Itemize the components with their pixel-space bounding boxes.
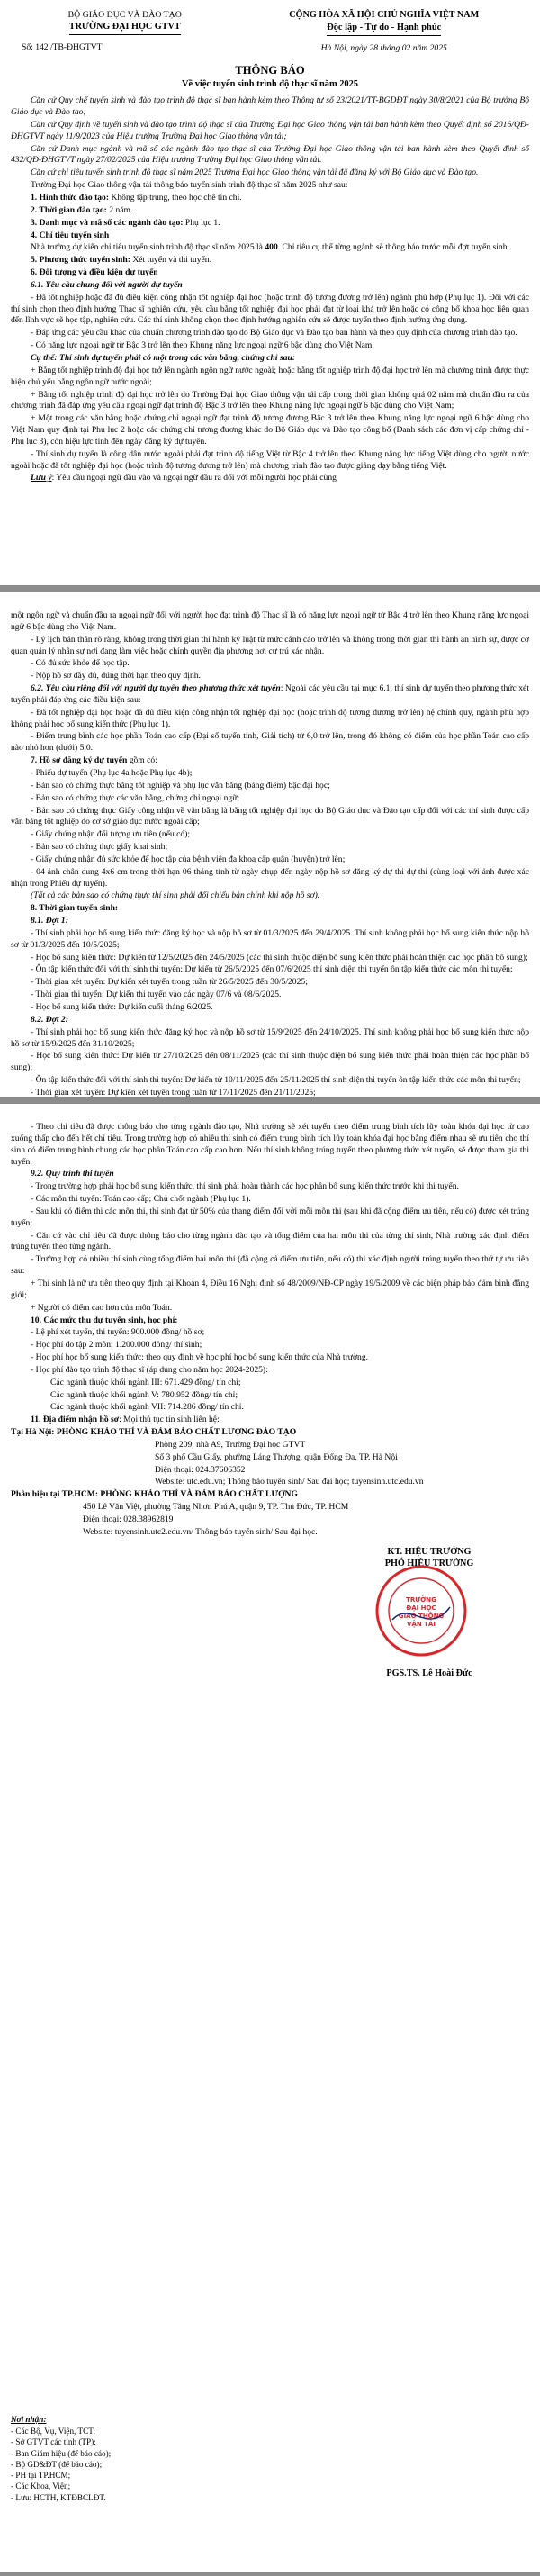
paragraph: - Thời gian thi tuyển: Dự kiến thi tuyển vào các ngày 07/6 và 08/6/2025. xyxy=(31,990,282,1000)
paragraph: - Trong trường hợp phải học bổ sung kiến thức, thí sinh phải hoàn thành các học phần bổ sung kiến thức trước khi thi tuyển. xyxy=(31,1181,459,1192)
section-5 xyxy=(11,255,529,267)
hcm-address: 450 Lê Văn Việt, phường Tăng Nhơn Phú A, quận 9, TP. Thủ Đức, TP. HCM xyxy=(83,1502,349,1513)
paragraph: - Lý lịch bản thân rõ ràng, không trong thời gian thi hành kỷ luật từ mức cảnh cáo trở lên và không trong thời gian thi hành án hình sự, được cơ quan quản lý nhân sự nơi đang làm việc hoặc chính quyền địa phương nơi cư trú xác nhận. xyxy=(11,634,529,656)
national-motto: Độc lập - Tự do - Hạnh phúc xyxy=(327,22,441,36)
svg-text:ĐẠI HỌC: ĐẠI HỌC xyxy=(406,1604,436,1612)
paragraph: - Bản sao có chứng thực giấy khai sinh; xyxy=(31,842,168,853)
recipient-item: - Các Khoa, Viện; xyxy=(11,2481,71,2491)
paragraph: - Điểm trung bình các học phần Toán cao cấp (Đại số tuyến tính, Giải tích) từ 6,0 trở lên, trong đó không có điểm của học phần Toán cao cấp nào nhỏ hơn (dưới) 5,0. xyxy=(11,731,529,754)
hanoi-label: Tại Hà Nội: xyxy=(11,1427,55,1438)
document-title: THÔNG BÁO xyxy=(235,64,305,77)
section-7-text: gồm có: xyxy=(127,755,158,766)
section-1 xyxy=(11,193,529,204)
fee-line: Các ngành thuộc khối ngành V: 780.952 đồng/ tín chỉ; xyxy=(50,1389,238,1400)
svg-text:GIAO THÔNG: GIAO THÔNG xyxy=(398,1612,445,1620)
svg-text:TRƯỜNG: TRƯỜNG xyxy=(406,1595,436,1604)
recipient-item: - Bộ GD&ĐT (để báo cáo); xyxy=(11,2459,103,2469)
section-11-heading: 11. Địa điểm nhận hồ sơ xyxy=(31,1415,120,1425)
hanoi-phone: Điện thoại: 024.37606352 xyxy=(155,1464,246,1475)
paragraph: - Giấy chứng nhận đủ sức khỏe để học tập của bệnh viện đa khoa cấp quận (huyện) trở lên; xyxy=(31,854,346,864)
intro-paragraph: Trường Đại học Giao thông vận tải thông báo tuyển sinh trình độ thạc sĩ năm 2025 như sau: xyxy=(31,180,348,191)
section-8-1-heading: 8.1. Đợt 1: xyxy=(31,916,68,926)
paragraph: - 04 ảnh chân dung 4x6 cm trong thời hạn 06 tháng tính từ ngày chụp đến ngày nộp hồ sơ đăng ký dự thi dự thi (cùng loại với ảnh được xác nhận trong Phiếu dự tuyển). xyxy=(11,866,529,889)
paragraph: - Các môn thi tuyển: Toán cao cấp; Chủ chốt ngành (Phụ lục 1). xyxy=(31,1194,251,1205)
note-label: Lưu ý xyxy=(31,473,52,484)
paragraph: - Học bổ sung kiến thức: Dự kiến từ 27/10/2025 đến 08/11/2025 (các thí sinh thuộc diện bổ sung kiến thức phải hoàn thiện các học phần bổ sung); xyxy=(11,1051,529,1073)
paragraph: một ngôn ngữ và chuẩn đầu ra ngoại ngữ đối với người học đạt trình độ Thạc sĩ là có năng lực ngoại ngữ từ Bậc 4 trở lên theo Khung năng lực ngoại ngữ 6 bậc dùng cho Việt Nam. xyxy=(11,610,529,632)
university-name: TRƯỜNG ĐẠI HỌC GTVT xyxy=(69,21,181,35)
hcm-phone: Điện thoại: 028.38962819 xyxy=(83,1514,174,1524)
recipient-item: - Sở GTVT các tỉnh (TP); xyxy=(11,2437,96,2447)
paragraph: - Thí sinh phải học bổ sung kiến thức đăng ký học và nộp hồ sơ từ 15/9/2025 đến 24/10/2025. Thí sinh không phải học bổ sung kiến thức nộp hồ sơ từ 15/9/2025 đến 31/10/2025; xyxy=(11,1026,529,1049)
language-requirement-lead: Cụ thể: Thí sinh dự tuyển phải có một trong các văn bằng, chứng chỉ sau: xyxy=(31,352,296,363)
paragraph: - Đã tốt nghiệp đại học hoặc đã đủ điều kiện công nhận tốt nghiệp đại học (hoặc trình độ tương đương trở lên) hệ chính quy, ngành phù hợp không phải học bổ sung kiến thức (Phụ lục 1). xyxy=(11,707,529,729)
document-page-3 xyxy=(0,1104,540,2572)
signer-name: PGS.TS. Lê Hoài Đức xyxy=(386,1668,472,1679)
section-8-2-heading: 8.2. Đợt 2: xyxy=(31,1014,68,1025)
paragraph: - Sau khi có điểm thi các môn thi, thí sinh đạt từ 50% của thang điểm đối với mỗi môn thi (sau khi đã cộng điểm ưu tiên, nếu có) được xét trúng tuyển; xyxy=(11,1206,529,1228)
document-number: Số: 142 /TB-ĐHGTVT xyxy=(22,41,103,52)
signer-title: PHÓ HIỆU TRƯỞNG xyxy=(384,1559,474,1569)
paragraph: - Học bổ sung kiến thức: Dự kiến từ 12/5/2025 đến 24/5/2025 (các thí sinh thuộc diện bổ sung kiến thức phải hoàn thiện các học phần bổ sung); xyxy=(31,952,528,963)
paragraph: (Tất cả các bản sao có chứng thực thí sinh phải đối chiếu bản chính khi nộp hồ sơ). xyxy=(31,890,320,901)
hcm-label: Phân hiệu tại TP.HCM: xyxy=(11,1489,99,1500)
note-text: : Yêu cầu ngoại ngữ đầu vào và ngoại ngữ đầu ra đối với mỗi người học phải cùng xyxy=(51,473,337,484)
issue-date: Hà Nội, ngày 28 tháng 02 năm 2025 xyxy=(320,42,447,53)
section-2-label: 2. Thời gian đào tạo: xyxy=(31,204,107,215)
section-3-label: 3. Danh mục và mã số các ngành đào tạo: xyxy=(31,217,184,228)
country-name: CỘNG HÒA XÃ HỘI CHỦ NGHĨA VIỆT NAM xyxy=(289,10,480,20)
paragraph: - Căn cứ vào chỉ tiêu đã được thông báo cho từng ngành đào tạo và tổng điểm của hai môn thi của từng thí sinh, Nhà trường xác định điểm trúng tuyển theo từng ngành. xyxy=(11,1230,529,1252)
hanoi-office xyxy=(11,1427,529,1439)
section-4-heading: 4. Chỉ tiêu tuyển sinh xyxy=(31,230,110,240)
paragraph: - Có năng lực ngoại ngữ từ Bậc 3 trở lên theo Khung năng lực ngoại ngữ 6 bậc dùng cho Việt Nam. xyxy=(31,340,374,351)
section-11-text: : Mọi thủ tục tín sinh liên hệ: xyxy=(119,1415,220,1425)
section-10-heading: 10. Các mức thu dự tuyển sinh, học phí: xyxy=(31,1315,178,1325)
document-header xyxy=(11,9,529,54)
paragraph: - Đã tốt nghiệp hoặc đã đủ điều kiện công nhận tốt nghiệp đại học (hoặc trình độ tương đương trở lên) ngành phù hợp (Phụ lục 1). Đối với các thí sinh chọn theo định hướng Thạc sĩ nghiên cứu, yêu cầu bằng tốt nghiệp đại học phải đạt từ loại khá trở lên hoặc có công bố khoa học liên quan đến lĩnh vực sẽ học tập, nghiên cứu. Các thí sinh không chọn theo định hướng nghiên cứu sẽ được tuyển theo định hướng ứng dụng. xyxy=(11,292,529,326)
section-5-text: Xét tuyển và thi tuyển. xyxy=(130,255,212,266)
issuer-block xyxy=(11,9,238,54)
section-3-text: Phụ lục 1. xyxy=(183,217,220,228)
paragraph: - Bản sao có chứng thực các văn bằng, chứng chỉ ngoại ngữ; xyxy=(31,792,240,803)
section-7 xyxy=(11,755,529,767)
quota-text-a: Nhà trường dự kiến chỉ tiêu tuyển sinh trình độ thạc sĩ năm 2025 là xyxy=(31,242,266,253)
recipient-item: - Lưu: HCTH, KTĐBCLĐT. xyxy=(11,2492,106,2502)
section-2 xyxy=(11,205,529,217)
hanoi-office-name: PHÒNG KHẢO THÍ VÀ ĐẢM BẢO CHẤT LƯỢNG ĐÀO TẠO xyxy=(54,1427,297,1438)
paragraph: - Thời gian xét tuyển: Dự kiến xét tuyển trong tuần từ 26/5/2025 đến 30/5/2025; xyxy=(31,977,308,988)
recipient-item: - PH tại TP.HCM; xyxy=(11,2471,71,2481)
paragraph: - Phiếu dự tuyển (Phụ lục 4a hoặc Phụ lục 4b); xyxy=(31,767,193,778)
section-6-heading: 6. Đối tượng và điều kiện dự tuyển xyxy=(31,267,158,278)
paragraph: - Thí sinh dự tuyển là công dân nước ngoài phải đạt trình độ tiếng Việt từ Bậc 4 trở lên theo Khung năng lực tiếng Việt dùng cho người nước ngoài hoặc đã tốt nghiệp đại học (hoặc trình độ tương đương trở lên) mà chương trình đào tạo được giảng dạy bằng tiếng Việt. xyxy=(11,448,529,471)
paragraph: + Bằng tốt nghiệp trình độ đại học trở lên do Trường Đại học Giao thông vận tải cấp trong thời gian không quá 02 năm mà chuẩn đầu ra của chương trình đã đáp ứng yêu cầu ngoại ngữ đạt trình độ Bậc 3 trở lên theo Khung năng lực ngoại ngữ 6 bậc dùng cho Việt Nam; xyxy=(11,389,529,411)
quota-text-c: . Chỉ tiêu cụ thể từng ngành sẽ thông báo trước mỗi đợt tuyển sinh. xyxy=(277,242,509,253)
paragraph: - Có đủ sức khỏe để học tập. xyxy=(31,658,130,669)
section-1-text: Không tập trung, theo học chế tín chỉ. xyxy=(109,193,242,203)
document-subtitle: Về việc tuyển sinh trình độ thạc sĩ năm 2025 xyxy=(182,79,358,90)
recipient-item: - Ban Giám hiệu (để báo cáo); xyxy=(11,2448,112,2458)
legal-basis-2: Căn cứ Quy định về tuyển sinh và đào tạo trình độ thạc sĩ của Trường Đại học Giao thông vận tải ban hành kèm theo Quyết định số 2016/QĐ-ĐHGTVT ngày 11/9/2023 của Hiệu trưởng Trường Đại học Giao thông vận tải; xyxy=(11,119,529,141)
legal-basis-3: Căn cứ Danh mục ngành và mã số các ngành đào tạo thạc sĩ của Trường Đại học Giao thông vận tải ban hành kèm theo Quyết định số 432/QĐ-ĐHGTVT ngày 27/02/2025 của Hiệu trưởng Trường Đại học Giao thông vận tải. xyxy=(11,143,529,166)
section-6-2-heading: 6.2. Yêu cầu riêng đối với người dự tuyển theo phương thức xét tuyển xyxy=(31,683,281,694)
section-4-text xyxy=(11,242,529,254)
paragraph: - Giấy chứng nhận đối tượng ưu tiên (nếu có); xyxy=(31,829,191,840)
signature-block xyxy=(335,1546,524,1680)
paragraph: - Thí sinh phải học bổ sung kiến thức đăng ký học và nộp hồ sơ từ 01/3/2025 đến 29/4/2025. Thí sinh không phải học bổ sung kiến thức nộp hồ sơ từ 01/3/2025 đến 10/5/2025; xyxy=(11,927,529,950)
section-6-1-heading: 6.1. Yêu cầu chung đối với người dự tuyển xyxy=(31,279,183,290)
hcm-website[interactable]: Website: tuyensinh.utc2.edu.vn/ Thông báo tuyển sinh/ Sau đại học. xyxy=(83,1526,318,1537)
document-page-2 xyxy=(0,592,540,1097)
paragraph: - Học phí do tập 2 môn: 1.200.000 đồng/ thí sinh; xyxy=(31,1340,202,1351)
red-seal-stamp-icon xyxy=(374,1564,468,1658)
paragraph: - Bản sao có chứng thực Giấy công nhận về văn bằng là bằng tốt nghiệp đại học do Bộ Giáo dục và Đào tạo cấp đối với các thí sinh được cấp văn bằng tốt nghiệp do cơ sở giáo dục nước ngoài cấp; xyxy=(11,805,529,827)
legal-basis-4: Căn cứ chỉ tiêu tuyển sinh trình độ thạc sĩ năm 2025 Trường Đại học Giao thông vận tải đã đăng ký với Bộ Giáo dục và Đào tạo. xyxy=(31,167,479,178)
section-5-label: 5. Phương thức tuyển sinh: xyxy=(31,255,130,266)
paragraph: - Ôn tập kiến thức đối với thí sinh thi tuyển: Dự kiến từ 26/5/2025 đến 07/6/2025 thí sinh diện thi tuyển ôn tập kiến thức các môn thi tuyển; xyxy=(31,964,513,975)
recipient-item: - Các Bộ, Vụ, Viện, TCT; xyxy=(11,2427,95,2436)
section-6-2 xyxy=(11,683,529,707)
paragraph: - Đáp ứng các yêu cầu khác của chuẩn chương trình đào tạo do Bộ Giáo dục và Đào tạo ban hành và theo quy định của chương trình đào tạo. xyxy=(31,328,518,339)
paragraph: + Một trong các văn bằng hoặc chứng chỉ ngoại ngữ đạt trình độ tương đương Bậc 3 trở lên theo Khung năng lực ngoại ngữ 6 bậc dùng cho Việt Nam quy định tại Phụ lục 2 hoặc các chứng chỉ tương đương khác do Bộ Giáo dục và Đào tạo công bố (Danh sách các đơn vị cấp chứng chỉ - Phụ lục 3), còn hiệu lực tính đến ngày đăng ký dự tuyển. xyxy=(11,413,529,447)
section-2-text: 2 năm. xyxy=(106,204,133,215)
section-6-2-text: : Ngoài các yêu cầu tại mục 6.1, thí sinh dự tuyển theo phương thức xét tuyển phải đáp ứng các điều kiện sau: xyxy=(11,683,529,705)
hanoi-address-1: Phòng 209, nhà A9, Trường Đại học GTVT xyxy=(155,1439,306,1450)
paragraph: - Học bổ sung kiến thức: Dự kiến cuối tháng 6/2025. xyxy=(31,1002,213,1012)
paragraph: - Thời gian xét tuyển: Dự kiến xét tuyển trong tuần từ 17/11/2025 đến 21/11/2025; xyxy=(31,1087,316,1097)
paragraph: - Trường hợp có nhiều thí sinh cùng tổng điểm hai môn thi (đã cộng cả điểm ưu tiên, nếu có) thì xác định người trúng tuyển theo thứ tự ưu tiên sau: xyxy=(11,1254,529,1277)
paragraph: - Học phí học bổ sung kiến thức: theo quy định về học phí học bổ sung kiến thức của Nhà trường. xyxy=(31,1352,369,1363)
document-page-1 xyxy=(0,0,540,585)
hcm-office xyxy=(11,1489,529,1501)
section-7-heading: 7. Hồ sơ đăng ký dự tuyển xyxy=(31,755,128,766)
paragraph: - Học phí đào tạo trình độ thạc sĩ (áp dụng cho năm học 2024-2025): xyxy=(31,1364,268,1375)
recipients-list xyxy=(11,2414,245,2503)
fee-line: Các ngành thuộc khối ngành III: 671.429 đồng/ tín chỉ; xyxy=(50,1377,241,1387)
hanoi-address-2: Số 3 phố Cầu Giấy, phường Láng Thượng, quận Đống Đa, TP. Hà Nội xyxy=(155,1451,398,1462)
paragraph: - Bản sao có chứng thực bằng tốt nghiệp và phụ lục văn bằng (bảng điểm) bậc đại học; xyxy=(31,780,330,791)
section-8-heading: 8. Thời gian tuyển sinh: xyxy=(31,903,119,914)
recipients-heading: Nơi nhận: xyxy=(11,2415,47,2424)
legal-basis-1: Căn cứ Quy chế tuyển sinh và đào tạo trình độ thạc sĩ ban hành kèm theo Thông tư số 23/2021/TT-BGDĐT ngày 30/8/2021 của Bộ trưởng Bộ Giáo dục và Đào tạo; xyxy=(11,95,529,118)
paragraph: - Ôn tập kiến thức đối với thí sinh thi tuyển: Dự kiến từ 10/11/2025 đến 25/11/2025 thí sinh diện thi tuyển ôn tập kiến thức các môn thi tuyển; xyxy=(31,1075,521,1086)
paragraph: + Thí sinh là nữ ưu tiên theo quy định tại Khoản 4, Điều 16 Nghị định số 48/2009/NĐ-CP ngày 19/5/2009 về các biện pháp bảo đảm bình đẳng giới; xyxy=(11,1278,529,1300)
section-1-label: 1. Hình thức đào tạo: xyxy=(31,193,110,203)
fee-line: Các ngành thuộc khối ngành VII: 714.286 đồng/ tín chỉ. xyxy=(50,1402,244,1413)
section-11 xyxy=(11,1415,529,1426)
section-9-2-heading: 9.2. Quy trình thi tuyển xyxy=(31,1169,114,1180)
quota-value: 400 xyxy=(265,242,278,253)
svg-text:VẬN TẢI: VẬN TẢI xyxy=(407,1620,436,1628)
signer-authority: KT. HIỆU TRƯỞNG xyxy=(387,1546,472,1557)
paragraph: + Bằng tốt nghiệp trình độ đại học trở lên ngành ngôn ngữ nước ngoài; hoặc bằng tốt nghiệp trình độ đại học trở lên mà chương trình được thực hiện chủ yếu bằng ngôn ngữ nước ngoài; xyxy=(11,365,529,387)
national-header xyxy=(238,9,529,54)
paragraph: - Nộp hồ sơ đầy đủ, đúng thời hạn theo quy định. xyxy=(31,671,201,682)
note-paragraph xyxy=(11,473,529,484)
paragraph: + Người có điểm cao hơn của môn Toán. xyxy=(31,1302,173,1313)
paragraph: - Lệ phí xét tuyển, thi tuyển: 900.000 đồng/ hồ sơ; xyxy=(31,1327,205,1338)
section-3 xyxy=(11,218,529,230)
ministry-name: BỘ GIÁO DỤC VÀ ĐÀO TẠO xyxy=(68,10,182,20)
hcm-office-name: PHÒNG KHẢO THÍ VÀ ĐẢM BẢO CHẤT LƯỢNG xyxy=(98,1489,298,1500)
hanoi-website[interactable]: Website: utc.edu.vn; Thông báo tuyển sinh/ Sau đại học; tuyensinh.utc.edu.vn xyxy=(155,1477,424,1487)
paragraph: - Theo chỉ tiêu đã được thông báo cho từng ngành đào tạo, Nhà trường sẽ xét tuyển theo điểm trung bình tích lũy toàn khóa đại học từ cao xuống thấp cho đến hết chỉ tiêu. Trong trường hợp có nhiều thí sinh có điểm trung bình tích lũy toàn khóa đại học bằng điểm nhau sẽ ưu tiên cho thí sinh có điểm trung bình chung các học phần Toán cao cấp cao hơn. Nếu thí sinh không trúng tuyển theo phương thức xét tuyển, sẽ được tham gia thi tuyển. xyxy=(11,1122,529,1167)
